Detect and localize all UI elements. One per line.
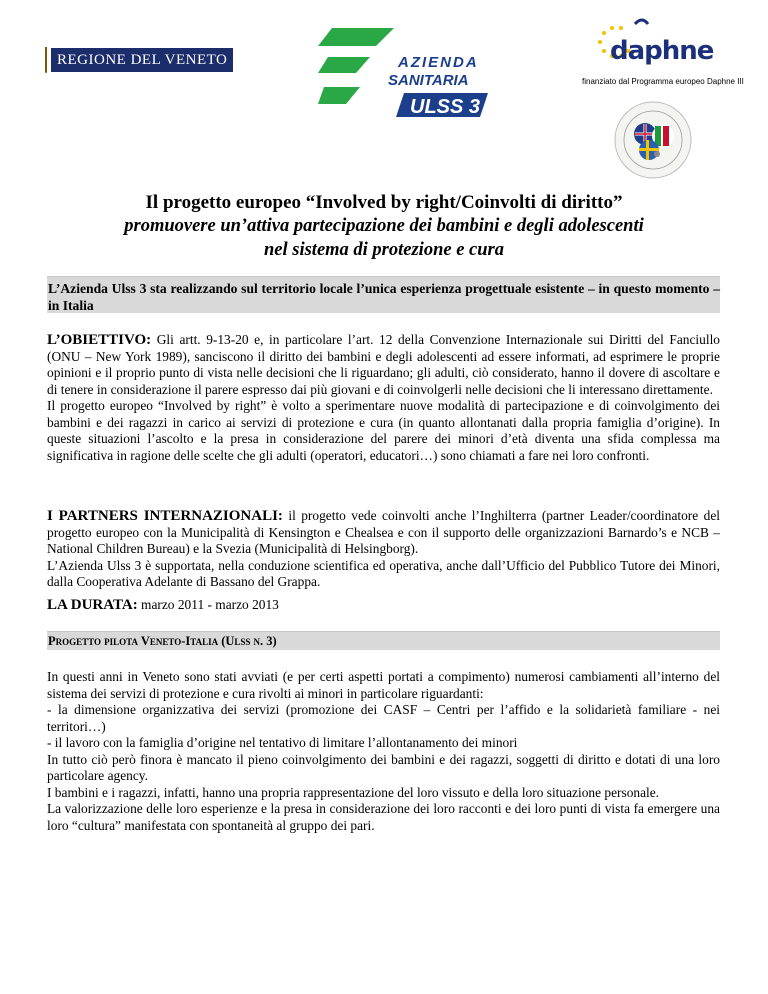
obiettivo-label: L’OBIETTIVO: [47,332,152,348]
veneto-line-1: In questi anni in Veneto sono stati avviati (e per certi aspetti portati a compimento) numerosi cambiamenti all’interno del sistema dei servizi di protezione e cura rivolti ai minori in particolare riguardanti: [47,669,720,701]
partners-text-2: L’Azienda Ulss 3 è supportata, nella conduzione scientifica ed operativa, anche dall’Ufficio del Pubblico Tutore dei Minori, dalla Cooperativa Adelante di Bassano del Grappa. [47,557,720,589]
regione-crest-icon [45,47,47,73]
pilota-heading: Progetto pilota Veneto-Italia (Ulss n. 3) [48,634,277,648]
azienda-sanitaria-ulss3-logo [318,25,490,120]
page-title: Il progetto europeo “Involved by right/Coinvolti di diritto” [145,192,623,213]
veneto-line-2: - la dimensione organizzativa dei servizi (promozione dei CASF – Centri per l’affido e la solidarietà familiare - nei territori…) [47,702,720,734]
daphne-logo [590,18,720,68]
involved-by-right-logo [613,100,693,180]
azienda-word: AZIENDA [398,54,479,71]
sanitaria-word: SANITARIA [388,72,469,89]
pilota-heading-band [47,631,720,650]
daphne-word: daphne [610,36,714,66]
durata-text: marzo 2011 - marzo 2013 [137,597,279,612]
ulss-word: ULSS 3 [410,96,481,118]
partners-section [47,508,720,591]
veneto-line-3: - il lavoro con la famiglia d’origine nel tentativo di limitare l’allontanamento dei minori [47,735,518,750]
page-subtitle-line-2: nel sistema di protezione e cura [264,240,504,260]
durata-label: LA DURATA: [47,597,138,613]
durata-section [47,597,720,614]
daphne-funding-note: finanziato dal Programma europeo Daphne III [582,77,744,86]
regione-logo-text: REGIONE DEL VENETO [51,48,233,72]
regione-veneto-logo [45,47,228,73]
intro-highlight [47,276,720,313]
veneto-line-5: I bambini e i ragazzi, infatti, hanno una propria rappresentazione del loro vissuto e della loro situazione personale. [47,784,660,800]
partners-label: I PARTNERS INTERNAZIONALI: [47,508,283,524]
veneto-line-6: La valorizzazione delle loro esperienze e la presa in considerazione dei loro racconti e dei loro punti di vista fa emergere una loro “cultura” manifestata con spontaneità al gruppo dei pari. [47,801,720,833]
veneto-line-4: In tutto ciò però finora è mancato il pieno coinvolgimento dei bambini e dei ragazzi, soggetti di diritto e dotati di una loro particolare agency. [47,751,720,783]
obiettivo-text-2: Il progetto europeo “Involved by right” è volto a sperimentare nuove modalità di partecipazione e di coinvolgimento dei bambini e dei ragazzi in carico ai servizi di protezione e cura (in quanto allontanati dalla propria famiglia d’origine). In queste situazioni l’ascolto e la presa in considerazione del parere dei minori d’età diventa una sfida complessa ma significativa in ragione delle scelte che gli adulti (operatori, educatori…) sono chiamati a fare nei loro confronti. [47,398,720,463]
obiettivo-text-1: Gli artt. 9-13-20 e, in particolare l’art. 12 della Convenzione Internazionale sui Diritti del Fanciullo (ONU – New York 1989), sanciscono il diritto dei bambini e degli adolescenti ad essere informati, ad esprimere le proprie opinioni e il proprio punto di vista nelle decisioni che li riguardano; gli adulti, ciò considerato, hanno il dovere di ascoltare e di tenere in considerazione il parere espresso dai più giovani e di coinvolgerli nelle decisioni che li interessano direttamente. [47,332,720,397]
title-block [0,192,768,262]
page-subtitle-line-1: promuovere un’attiva partecipazione dei bambini e degli adolescenti [124,216,644,236]
partners-text-1: il progetto vede coinvolti anche l’Inghilterra (partner Leader/coordinatore del progetto europeo con la Municipalità di Kensington e Chealsea e con il supporto delle organizzazioni Barnardo’s e NCB – National Children Bureau) e la Svezia (Municipalità di Helsingborg). [47,508,721,556]
obiettivo-section [47,332,720,464]
veneto-section [47,669,720,834]
intro-text: L’Azienda Ulss 3 sta realizzando sul territorio locale l’unica esperienza progettuale esistente – in questo momento – in Italia [48,281,720,313]
